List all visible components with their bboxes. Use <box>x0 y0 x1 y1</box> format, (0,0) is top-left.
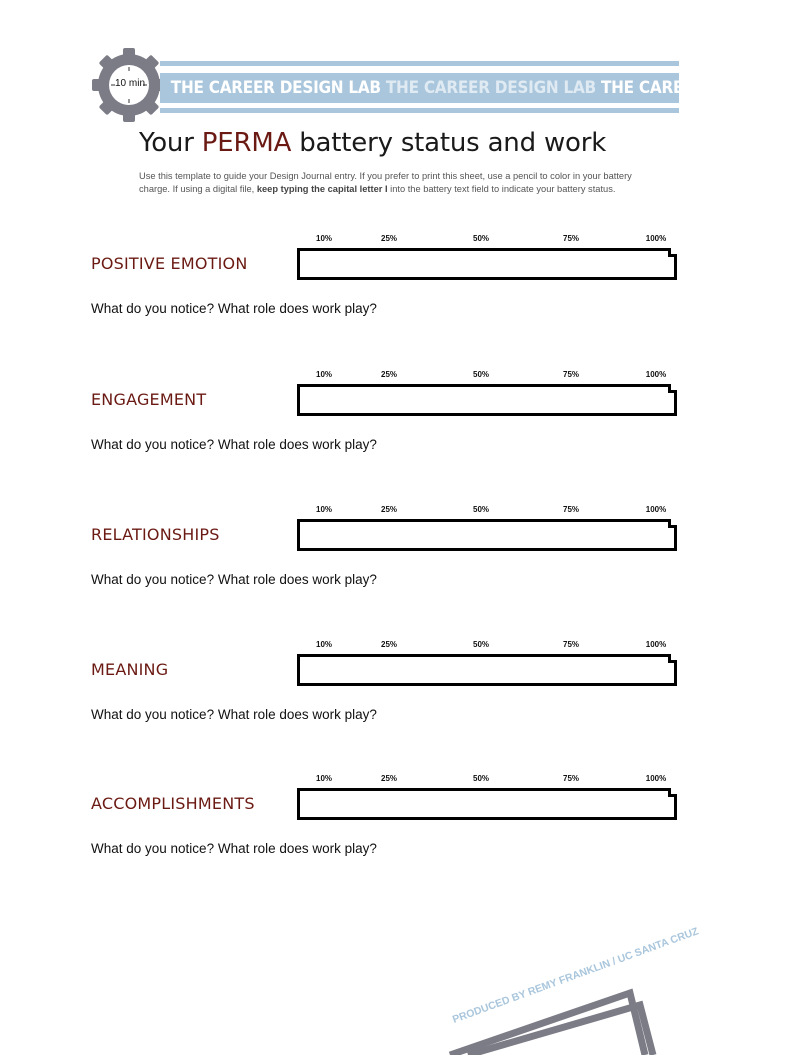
battery-tick-label: 50% <box>472 234 490 243</box>
intro-bold: keep typing the capital letter I <box>256 184 388 194</box>
credit-graphic <box>440 925 701 1055</box>
section-prompt: What do you notice? What role does work play? <box>91 572 377 587</box>
battery-tick-label: 75% <box>562 370 580 379</box>
section-prompt: What do you notice? What role does work play? <box>91 707 377 722</box>
battery-tick-label: 100% <box>645 774 667 783</box>
banner-stripe-top <box>160 61 679 66</box>
battery-tick-label: 10% <box>315 774 333 783</box>
battery-tick-label: 100% <box>645 370 667 379</box>
intro-part2: into the battery text field to indicate your battery status. <box>387 184 616 194</box>
brand-banner <box>160 61 811 113</box>
section-label: RELATIONSHIPS <box>91 525 220 544</box>
intro-part1: Use this template to guide your Design Journal entry. If you prefer to print this sheet, use a pencil to color in your battery charge. If using a digital file, <box>139 171 632 194</box>
battery-tip <box>668 390 677 416</box>
battery-scale <box>298 640 678 652</box>
banner-stripe-bottom <box>160 108 679 113</box>
battery-tip <box>668 254 677 280</box>
battery-tick-label: 25% <box>380 505 398 514</box>
brand-repeat-1: THE CAREER DESIGN LAB <box>170 78 381 98</box>
section-label: MEANING <box>91 660 169 679</box>
battery-scale <box>298 774 678 786</box>
section-prompt: What do you notice? What role does work play? <box>91 437 377 452</box>
battery-field[interactable] <box>297 248 671 280</box>
battery-scale <box>298 370 678 382</box>
perma-section <box>0 503 768 603</box>
battery-tick-label: 75% <box>562 774 580 783</box>
battery-tick-label: 100% <box>645 505 667 514</box>
battery-tip <box>668 794 677 820</box>
banner-main <box>160 73 811 103</box>
battery-tick-label: 100% <box>645 640 667 649</box>
section-label: ACCOMPLISHMENTS <box>91 794 255 813</box>
intro-text <box>139 170 639 196</box>
battery-tip <box>668 660 677 686</box>
brand-repeat-3: THE CAREER DESIGN LAB <box>600 78 811 98</box>
battery-tick-label: 25% <box>380 370 398 379</box>
battery-tick-label: 25% <box>380 234 398 243</box>
brand-text <box>160 78 811 98</box>
battery-tick-label: 10% <box>315 234 333 243</box>
perma-section <box>0 638 768 738</box>
battery-tick-label: 50% <box>472 505 490 514</box>
battery-tip <box>668 525 677 551</box>
title-prefix: Your <box>139 128 202 158</box>
battery-scale <box>298 505 678 517</box>
perma-section <box>0 232 768 332</box>
battery-field[interactable] <box>297 654 671 686</box>
battery-tick-label: 50% <box>472 370 490 379</box>
credit-text: PRODUCED BY REMY FRANKLIN / UC SANTA CRUZ <box>450 925 701 1026</box>
perma-section <box>0 368 768 468</box>
battery-tick-label: 75% <box>562 505 580 514</box>
title-suffix: battery status and work <box>291 128 607 158</box>
battery-tick-label: 10% <box>315 505 333 514</box>
section-label: POSITIVE EMOTION <box>91 254 248 273</box>
section-prompt: What do you notice? What role does work play? <box>91 841 377 856</box>
battery-tick-label: 100% <box>645 234 667 243</box>
battery-field[interactable] <box>297 788 671 820</box>
battery-scale <box>298 234 678 246</box>
battery-tick-label: 10% <box>315 640 333 649</box>
battery-tick-label: 10% <box>315 370 333 379</box>
battery-tick-label: 50% <box>472 640 490 649</box>
timer-label: 10 min <box>114 78 145 89</box>
brand-repeat-2: THE CAREER DESIGN LAB <box>385 78 596 98</box>
section-prompt: What do you notice? What role does work play? <box>91 301 377 316</box>
title-accent: PERMA <box>201 128 292 158</box>
section-label: ENGAGEMENT <box>91 390 207 409</box>
battery-tick-label: 50% <box>472 774 490 783</box>
battery-tick-label: 25% <box>380 640 398 649</box>
battery-tick-label: 25% <box>380 774 398 783</box>
battery-tick-label: 75% <box>562 234 580 243</box>
page-title <box>139 128 606 158</box>
battery-field[interactable] <box>297 384 671 416</box>
perma-section <box>0 772 768 872</box>
battery-field[interactable] <box>297 519 671 551</box>
battery-tick-label: 75% <box>562 640 580 649</box>
